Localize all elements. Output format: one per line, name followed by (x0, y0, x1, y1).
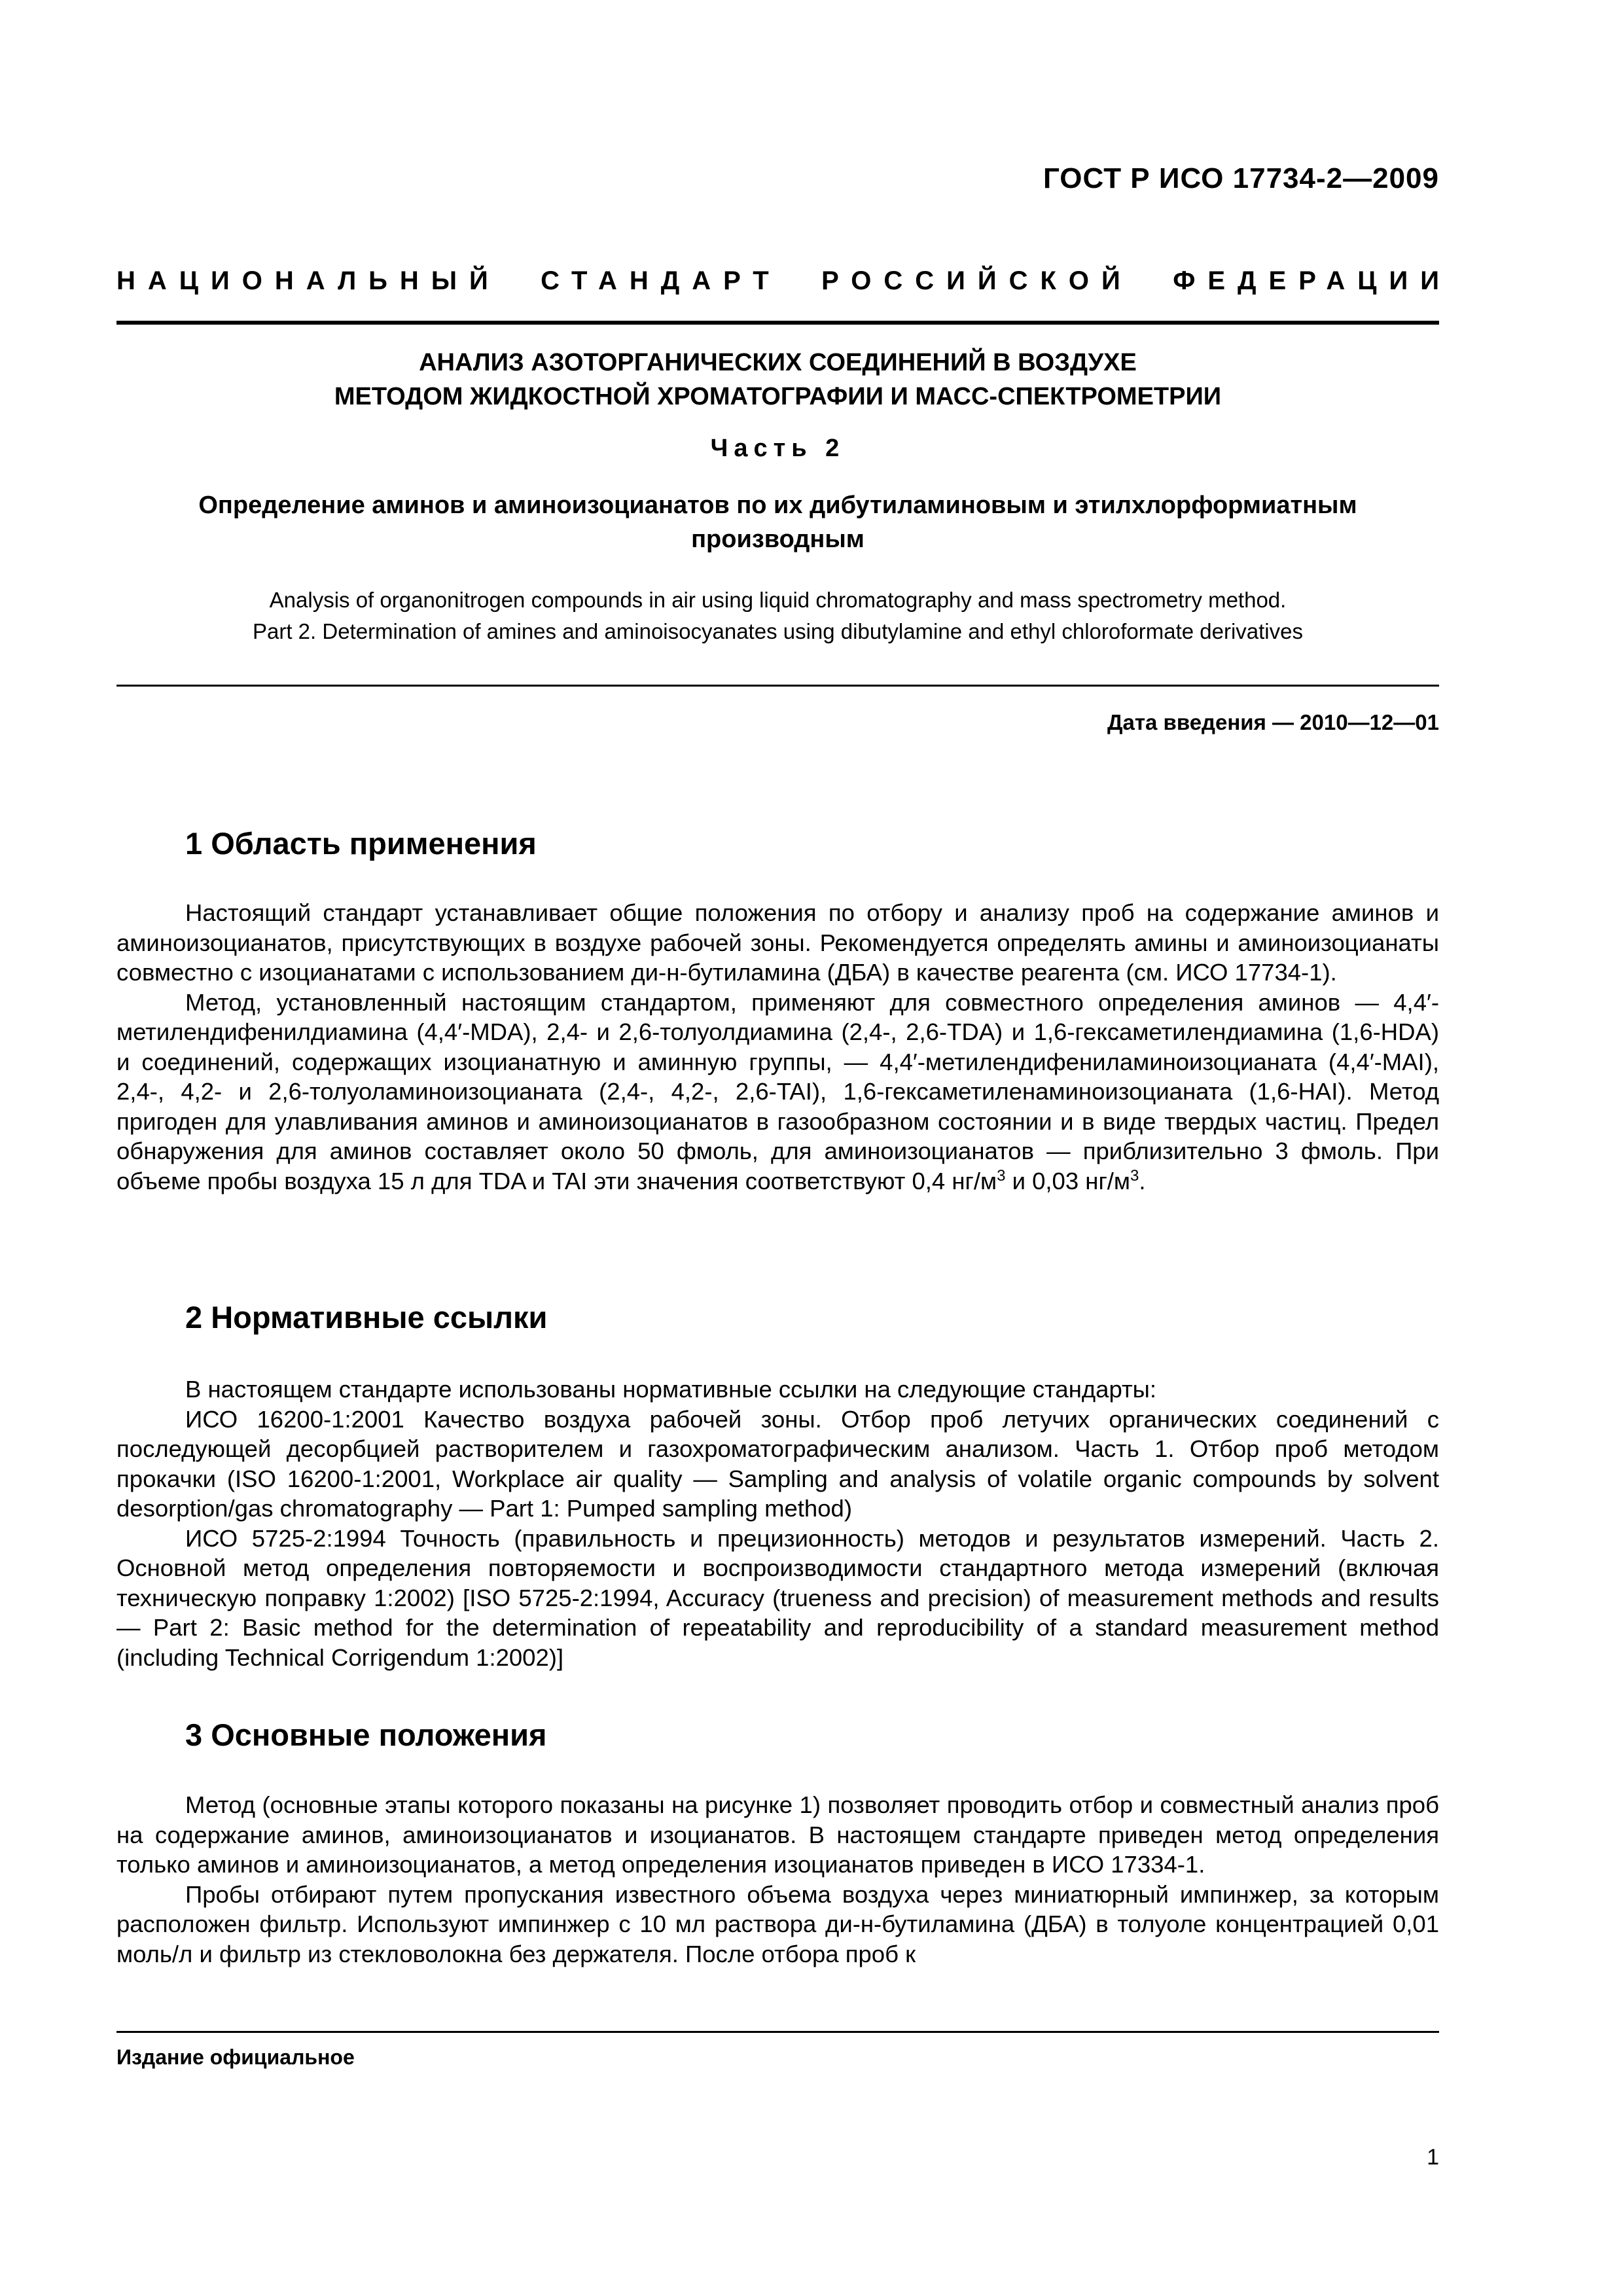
paragraph: Метод (основные этапы которого показаны на рисунке 1) позволяет проводить отбор и совместный анализ проб на содержание аминов, аминоизоцианатов и изоцианатов. В настоящем стандарте приведен метод определения только аминов и аминоизоцианатов, а метод определения изоцианатов приведен в ИСО 17334-1. (116, 1791, 1439, 1878)
banner-word: СТАНДАРТ (541, 266, 781, 295)
introduction-date: Дата введения — 2010—12—01 (1107, 710, 1439, 734)
english-title-line-1: Analysis of organonitrogen compounds in air using liquid chromatography and mass spectrometry method. (269, 588, 1287, 612)
superscript: 3 (1130, 1166, 1139, 1185)
paragraph-text: . (1139, 1167, 1146, 1194)
paragraph: Настоящий стандарт устанавливает общие положения по отбору и анализу проб на содержание аминов и аминоизоцианатов, присутствующих в воздухе рабочей зоны. Рекомендуется определять амины и аминоизоцианаты совместно с изоцианатами с использованием ди-н-бутиламина (ДБА) в качестве реагента (см. ИСО 17734-1). (116, 899, 1439, 986)
edition-label: Издание официальное (116, 2045, 355, 2069)
section-1-heading: 1 Область применения (185, 826, 537, 861)
section-3-heading: 3 Основные положения (185, 1717, 547, 1752)
section-1-body (116, 898, 1439, 1196)
section-3-body (116, 1790, 1439, 1969)
section-2-body (116, 1374, 1439, 1672)
header-divider (116, 321, 1439, 325)
footer-divider (116, 2031, 1439, 2033)
paragraph-text: и 0,03 нг/м (1005, 1167, 1130, 1194)
paragraph (116, 988, 1439, 1196)
title-line-2: МЕТОДОМ ЖИДКОСТНОЙ ХРОМАТОГРАФИИ И МАСС-СПЕКТРОМЕТРИИ (334, 383, 1222, 410)
paragraph-text: Метод, установленный настоящим стандартом, применяют для совместного определения аминов — 4,4′-метилендифенилдиамина (4,4′-MDA), 2,4- и 2,6-толуолдиамина (2,4-, 2,6-TDA) и 1,6-гексаметилендиамина (1,6-HDA) и соединений, содержащих изоцианатную и аминную группы, — 4,4′-метилендифениламиноизоцианата (4,4′-MAI), 2,4-, 4,2- и 2,6-толуоламиноизоцианата (2,4-, 4,2-, 2,6-TAI), 1,6-гексаметиленаминоизоцианата (1,6-HAI). Метод пригоден для улавливания аминов и аминоизоцианатов в газообразном состоянии и в виде твердых частиц. Предел обнаружения для аминов составляет около 50 фмоль, для аминоизоцианатов — приблизительно 3 фмоль. При объеме пробы воздуха 15 л для TDA и TAI эти значения соответствуют 0,4 нг/м (116, 988, 1439, 1194)
paragraph: ИСО 16200-1:2001 Качество воздуха рабочей зоны. Отбор проб летучих органических соединений с последующей десорбцией растворителем и газохроматографическим анализом. Часть 1. Отбор проб методом прокачки (ISO 16200-1:2001, Workplace air quality — Sampling and analysis of volatile organic compounds by solvent desorption/gas chromatography — Part 1: Pumped sampling method) (116, 1405, 1439, 1522)
paragraph: ИСО 5725-2:1994 Точность (правильность и прецизионность) методов и результатов измерений. Часть 2. Основной метод определения повторяемости и воспроизводимости стандартного метода измерений (включая техническую поправку 1:2002) [ISO 5725-2:1994, Accuracy (trueness and precision) of measurement methods and results — Part 2: Basic method for the determination of repeatability and reproducibility of a standard measurement method (including Technical Corrigendum 1:2002)] (116, 1524, 1439, 1671)
section-2-heading: 2 Нормативные ссылки (185, 1300, 548, 1335)
page-number: 1 (1427, 2145, 1439, 2170)
banner-word: НАЦИОНАЛЬНЫЙ (116, 266, 501, 295)
english-title (116, 584, 1439, 647)
title-line-1: АНАЛИЗ АЗОТОРГАНИЧЕСКИХ СОЕДИНЕНИЙ В ВОЗДУХЕ (419, 349, 1137, 376)
superscript: 3 (997, 1166, 1006, 1185)
title-divider (116, 685, 1439, 687)
part-label: Часть 2 (710, 435, 846, 462)
subtitle: Определение аминов и аминоизоцианатов по их дибутиламиновым и этилхлорформиатным производным (198, 492, 1357, 553)
national-standard-banner (116, 266, 1452, 296)
banner-word: ФЕДЕРАЦИИ (1173, 266, 1452, 295)
document-code: ГОСТ Р ИСО 17734-2—2009 (1043, 162, 1439, 194)
english-title-line-2: Part 2. Determination of amines and aminoisocyanates using dibutylamine and ethyl chloroformate derivatives (252, 619, 1303, 643)
paragraph: В настоящем стандарте использованы нормативные ссылки на следующие стандарты: (185, 1376, 1157, 1403)
banner-word: РОССИЙСКОЙ (821, 266, 1133, 295)
paragraph: Пробы отбирают путем пропускания известного объема воздуха через миниатюрный импинжер, за которым расположен фильтр. Используют импинжер с 10 мл раствора ди-н-бутиламина (ДБА) в толуоле концентрацией 0,01 моль/л и фильтр из стекловолокна без держателя. После отбора проб к (116, 1880, 1439, 1967)
